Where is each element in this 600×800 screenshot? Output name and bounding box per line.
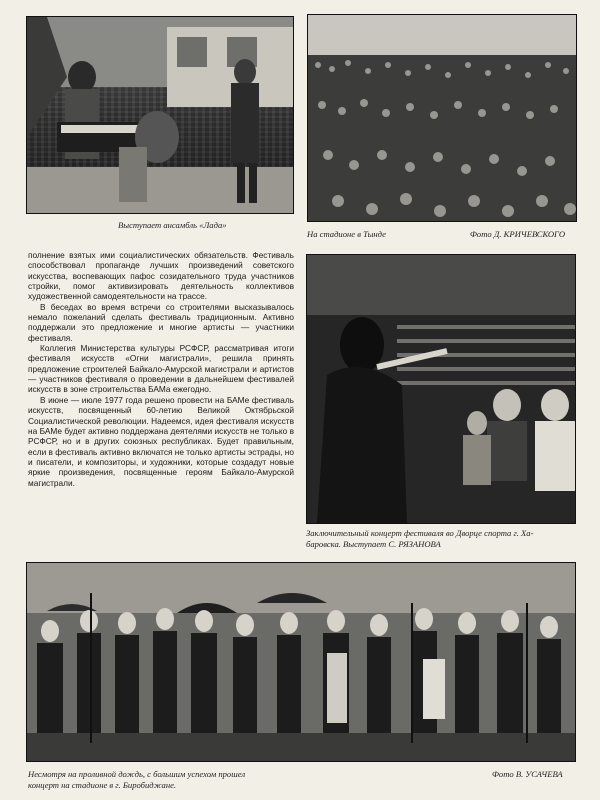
photo-stadium-tynda: [307, 14, 577, 222]
caption-birobidzhan-line2: концерт на стадионе в г. Биробиджане.: [28, 780, 177, 790]
caption-final-concert-line1: Заключительный концерт фестиваля во Дворце спорта г. Ха-: [306, 528, 534, 538]
caption-stadium: На стадионе в Тынде: [307, 229, 386, 239]
photo-birobidzhan-concert: [26, 562, 576, 762]
caption-final-concert-line2: баровска. Выступает С. РЯЗАНОВА: [306, 539, 441, 549]
article-paragraph-4: В июне — июле 1977 года решено провести на БАМе фестиваль искусств, посвященный 60-летию Великой Октябрьской Социалистической революции. Надеемся, идея фестиваля искусств на БАМе будет активно поддержана деятелями искусств не только в РСФСР, но и в других союзных республиках. Будет правильным, если в фестиваль активно включатся не только артисты эстрады, но и писатели, и композиторы, и художники, которые создадут новые яркие произведения, посвященные героям Байкало-Амурской магистрали.: [28, 394, 294, 488]
article-paragraph-3: Коллегия Министерства культуры РСФСР, рассматривая итоги фестиваля искусств «Огни магистрали», решила принять предложение строителей Байкало-Амурской магистрали и артистов — участников фестиваля о проведении в дальнейшем фестивалей искусств в зоне строительства БАМа ежегодно.: [28, 343, 294, 395]
photo-lada-ensemble: [26, 16, 294, 214]
photo-final-concert: [306, 254, 576, 524]
caption-lada: Выступает ансамбль «Лада»: [118, 220, 227, 230]
article-paragraph-2: В беседах во время встречи со строителями высказывалось немало пожеланий сделать фестиваль традиционным. Активно поддержали это предложение и многие артисты — участники фестиваля.: [28, 301, 294, 343]
article-text: [28, 250, 294, 488]
caption-stadium-credit: Фото Д. КРИЧЕВСКОГО: [470, 229, 566, 239]
caption-birobidzhan-line1: Несмотря на проливной дождь, с большим успехом прошел: [28, 769, 246, 779]
article-paragraph-1: полнение взятых ими социалистических обязательств. Фестиваль способствовал пропаганде лучших произведений советского искусства, воспевающих пафос созидательного труда участников стройки, помог активизировать деятельность коллективов художественной самодеятельности на трассе.: [28, 250, 294, 302]
caption-birobidzhan-credit: Фото В. УСАЧЕВА: [492, 769, 563, 779]
